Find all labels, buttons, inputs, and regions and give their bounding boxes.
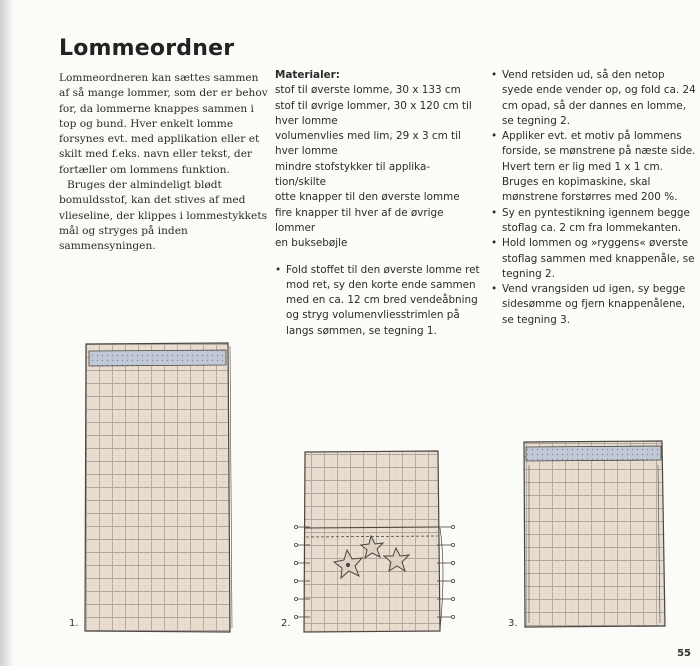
figure-1-label: 1. [69,618,79,629]
materials-line: volumenvlies med lim, 29 x 3 cm til [275,130,461,143]
figure-2-drawing [292,448,457,638]
steps-list-middle [275,263,480,339]
materials-line: hver lomme [275,114,338,127]
materials-line: otte knapper til den øverste lomme [275,191,460,204]
step-item: • Appliker evt. et motiv på lommens forside, se mønstrene på næste side. Hvert tern er lig med 1 x 1 cm. Bruges en kopimaskine, skal mønstrene forstørres med 200 %. [491,129,696,205]
materials-column [275,68,480,339]
materials-line: fire knapper til hver af de øvrige [275,206,444,219]
figure-3-label: 3. [508,618,518,629]
figure-1-drawing [80,338,240,638]
page-gutter-shadow [0,0,14,666]
step-item: • Vend vrangsiden ud igen, sy begge sidesømme og fjern knappenålene, se tegning 3. [491,282,696,328]
materials-line: lommer [275,221,316,234]
intro-paragraph-2: Bruges der almindeligt blødt bomuldsstof, kan det stives af med vlieseline, der klippes i lommestykkets mål og stryges på inden sammensyningen. [59,179,268,253]
step-item: • Sy en pyntestikning igennem begge stoflag ca. 2 cm fra lommekanten. [491,206,696,237]
materials-line: mindre stofstykker til applika- [275,160,431,173]
intro-column [59,71,269,255]
step-item: • Vend retsiden ud, så den netop syede ende vender op, og fold ca. 24 cm opad, så der dannes en lomme, se tegning 2. [491,68,696,129]
materials-line: hver lomme [275,145,338,158]
materials-line: tion/skilte [275,176,327,189]
materials-line: stof til øvrige lommer, 30 x 120 cm til [275,99,472,112]
step-item: • Fold stoffet til den øverste lomme ret mod ret, sy den korte ende sammen med en ca. 12 cm bred vendeåbning og stryg volumenvliesstrimlen på langs sømmen, se tegning 1. [275,263,480,339]
figure-2-label: 2. [281,618,291,629]
materials-line: stof til øverste lomme, 30 x 133 cm [275,84,461,97]
page-title: Lommeordner [59,36,235,61]
steps-list-right [491,68,696,328]
materials-line: en buksebøjle [275,237,348,250]
step-item: • Hold lommen og »ryggens« øverste stoflag sammen med knappenåle, se tegning 2. [491,236,696,282]
steps-column-right [491,68,696,328]
figure-3-drawing [520,437,670,637]
page-number: 55 [677,648,691,659]
intro-paragraph-1: Lommeordneren kan sættes sammen af så mange lommer, som der er behov for, da lommerne knappes sammen i top og bund. Hver enkelt lomme forsynes evt. med applikation eller et skilt med f.eks. navn eller tekst, der fortæller om lommens funktion. [59,72,268,176]
materials-heading: Materialer: [275,69,340,81]
